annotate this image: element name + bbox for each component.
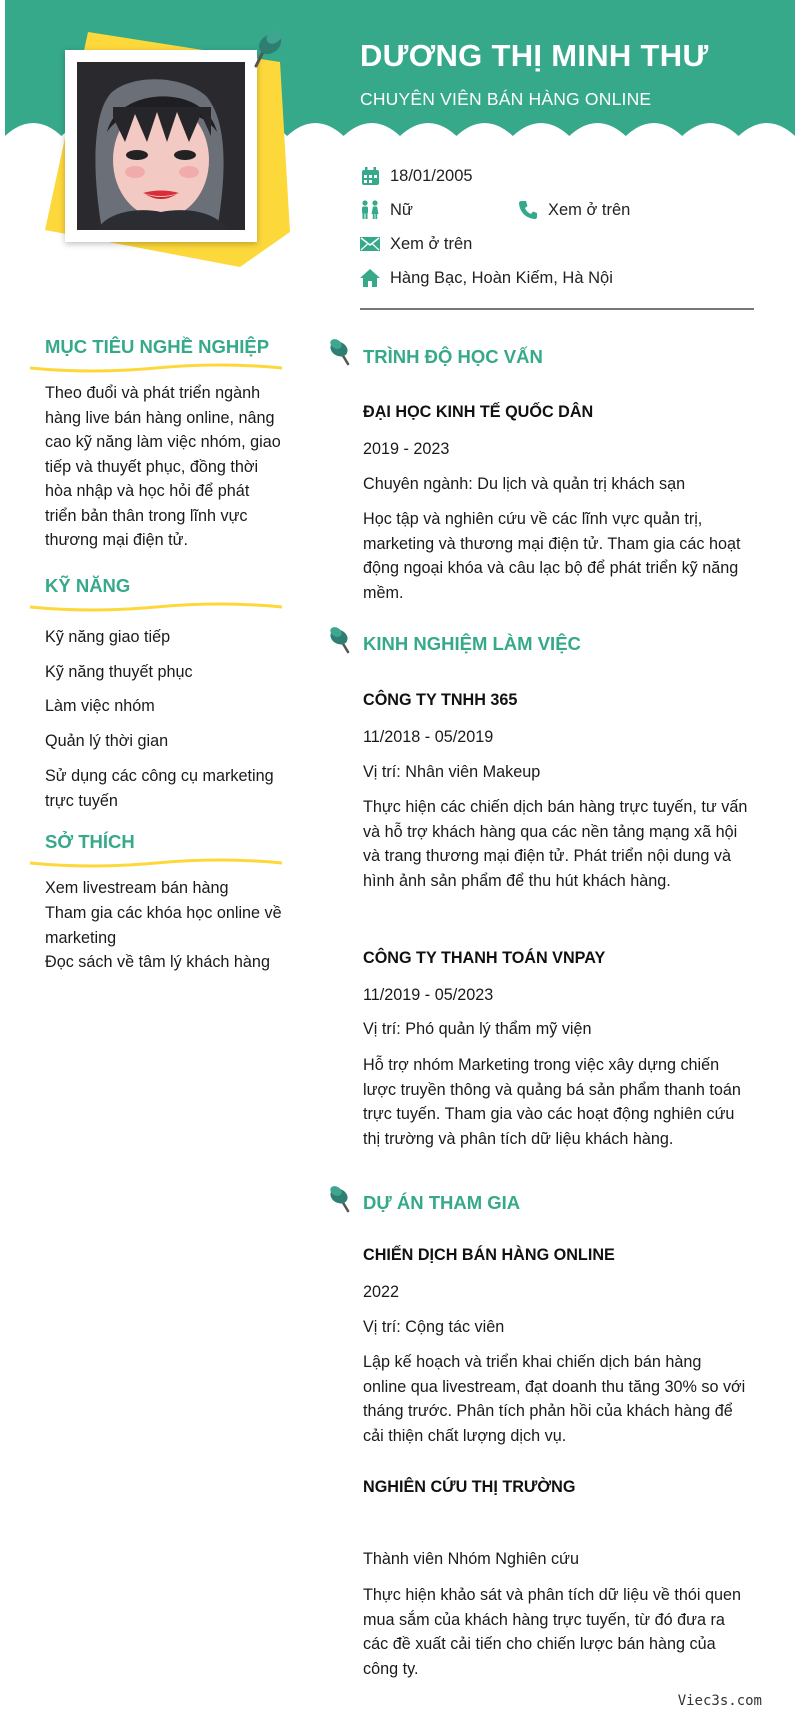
experience-period: 11/2018 - 05/2019 [363, 728, 494, 746]
education-period: 2019 - 2023 [363, 440, 450, 458]
contact-phone [518, 200, 630, 220]
education-description: Học tập và nghiên cứu về các lĩnh vực quản trị, marketing và thương mại điện tử. Tham gia các hoạt động ngoại khóa và câu lạc bộ để phát triển kỹ năng mềm. [363, 510, 741, 603]
mail-icon [360, 234, 380, 254]
objective-line: hòa nhập và học hỏi để phát [45, 482, 250, 500]
project-name: CHIẾN DỊCH BÁN HÀNG ONLINE [363, 1246, 615, 1264]
experience-description: Hỗ trợ nhóm Marketing trong việc xây dựng chiến lược truyền thông và quảng bá sản phẩm thanh toán trực tuyến. Tham gia vào các hoạt động nghiên cứu thị trường và phân tích dữ liệu khách hàng. [363, 1056, 741, 1149]
contact-gender [360, 200, 413, 220]
contact-birthday [360, 166, 473, 186]
experience-company: CÔNG TY TNHH 365 [363, 691, 518, 709]
objective-text [45, 381, 297, 553]
hobbies-underline [28, 857, 284, 869]
project-role: Thành viên Nhóm Nghiên cứu [363, 1550, 579, 1568]
photo-frame [65, 50, 257, 242]
job-title: CHUYÊN VIÊN BÁN HÀNG ONLINE [360, 89, 652, 109]
skill-item: Quản lý thời gian [45, 732, 169, 750]
gender-icon [360, 200, 380, 220]
contact-address [360, 268, 613, 288]
experience-company: CÔNG TY THANH TOÁN VNPAY [363, 949, 606, 967]
hobby-item: Xem livestream bán hàng [45, 879, 229, 897]
skills-underline [28, 601, 284, 613]
project-period: 2022 [363, 1283, 400, 1301]
skill-item: Kỹ năng thuyết phục [45, 663, 193, 681]
site-watermark: Viec3s.com [677, 1693, 762, 1709]
pushpin-icon [248, 24, 288, 70]
experience-position: Vị trí: Nhân viên Makeup [363, 763, 541, 781]
project-role: Vị trí: Cộng tác viên [363, 1318, 505, 1336]
objective-line: cao kỹ năng làm việc nhóm, giao [45, 433, 281, 451]
skill-item: Sử dụng các công cụ marketing trực tuyến [45, 767, 274, 810]
email-value: Xem ở trên [390, 234, 473, 253]
experience-heading: KINH NGHIỆM LÀM VIỆC [363, 633, 581, 654]
skill-item: Làm việc nhóm [45, 697, 155, 715]
phone-icon [518, 200, 538, 220]
pushpin-icon [328, 336, 356, 366]
hobbies-heading: SỞ THÍCH [45, 831, 135, 852]
objective-line: Theo đuổi và phát triển ngành [45, 384, 261, 402]
objective-underline [28, 362, 284, 374]
project-name: NGHIÊN CỨU THỊ TRƯỜNG [363, 1478, 576, 1496]
address-value: Hàng Bạc, Hoàn Kiếm, Hà Nội [390, 268, 613, 287]
avatar-portrait-illustration [77, 62, 245, 230]
objective-line: tiếp và thuyết phục, đồng thời [45, 457, 259, 476]
pushpin-icon [328, 624, 356, 654]
experience-period: 11/2019 - 05/2023 [363, 986, 494, 1004]
skill-item: Kỹ năng giao tiếp [45, 628, 171, 646]
hobby-item: Tham gia các khóa học online về marketing [45, 904, 282, 947]
hobby-item: Đọc sách về tâm lý khách hàng [45, 953, 270, 971]
contact-divider [360, 308, 754, 310]
profile-photo-block [40, 22, 310, 282]
gender-value: Nữ [390, 200, 413, 219]
objective-heading: MỤC TIÊU NGHỀ NGHIỆP [45, 336, 270, 357]
home-icon [360, 268, 380, 288]
pushpin-icon [328, 1183, 356, 1213]
project-description: Lập kế hoạch và triển khai chiến dịch bán hàng online qua livestream, đạt doanh thu tăng 30% so với tháng trước. Phân tích phản hồi của khách hàng để cải thiện chất lượng dịch vụ. [363, 1353, 746, 1446]
objective-line: thương mại điện tử. [45, 531, 188, 549]
phone-value: Xem ở trên [548, 200, 631, 219]
contact-email [360, 234, 472, 254]
projects-heading: DỰ ÁN THAM GIA [363, 1192, 521, 1213]
skills-heading: KỸ NĂNG [45, 575, 131, 596]
experience-description: Thực hiện các chiến dịch bán hàng trực tuyến, tư vấn và hỗ trợ khách hàng qua các nền tảng mạng xã hội và trang thương mại điện tử. Phát triển nội dung và hình ảnh sản phẩm để thu hút khách hàng. [363, 798, 748, 891]
birthday-value: 18/01/2005 [390, 166, 473, 185]
candidate-name: DƯƠNG THỊ MINH THƯ [360, 38, 709, 73]
experience-position: Vị trí: Phó quản lý thẩm mỹ viện [363, 1020, 592, 1038]
education-major: Chuyên ngành: Du lịch và quản trị khách sạn [363, 475, 686, 493]
education-heading: TRÌNH ĐỘ HỌC VẤN [363, 346, 543, 367]
project-description: Thực hiện khảo sát và phân tích dữ liệu về thói quen mua sắm của khách hàng trực tuyến, từ đó đưa ra các đề xuất cải tiến cho chiến lược bán hàng của công ty. [363, 1586, 742, 1679]
avatar [77, 62, 245, 230]
calendar-icon [360, 166, 380, 186]
objective-line: hàng live bán hàng online, nâng [45, 408, 275, 427]
education-school: ĐẠI HỌC KINH TẾ QUỐC DÂN [363, 403, 594, 421]
objective-line: triển bản thân trong lĩnh vực [45, 506, 248, 525]
